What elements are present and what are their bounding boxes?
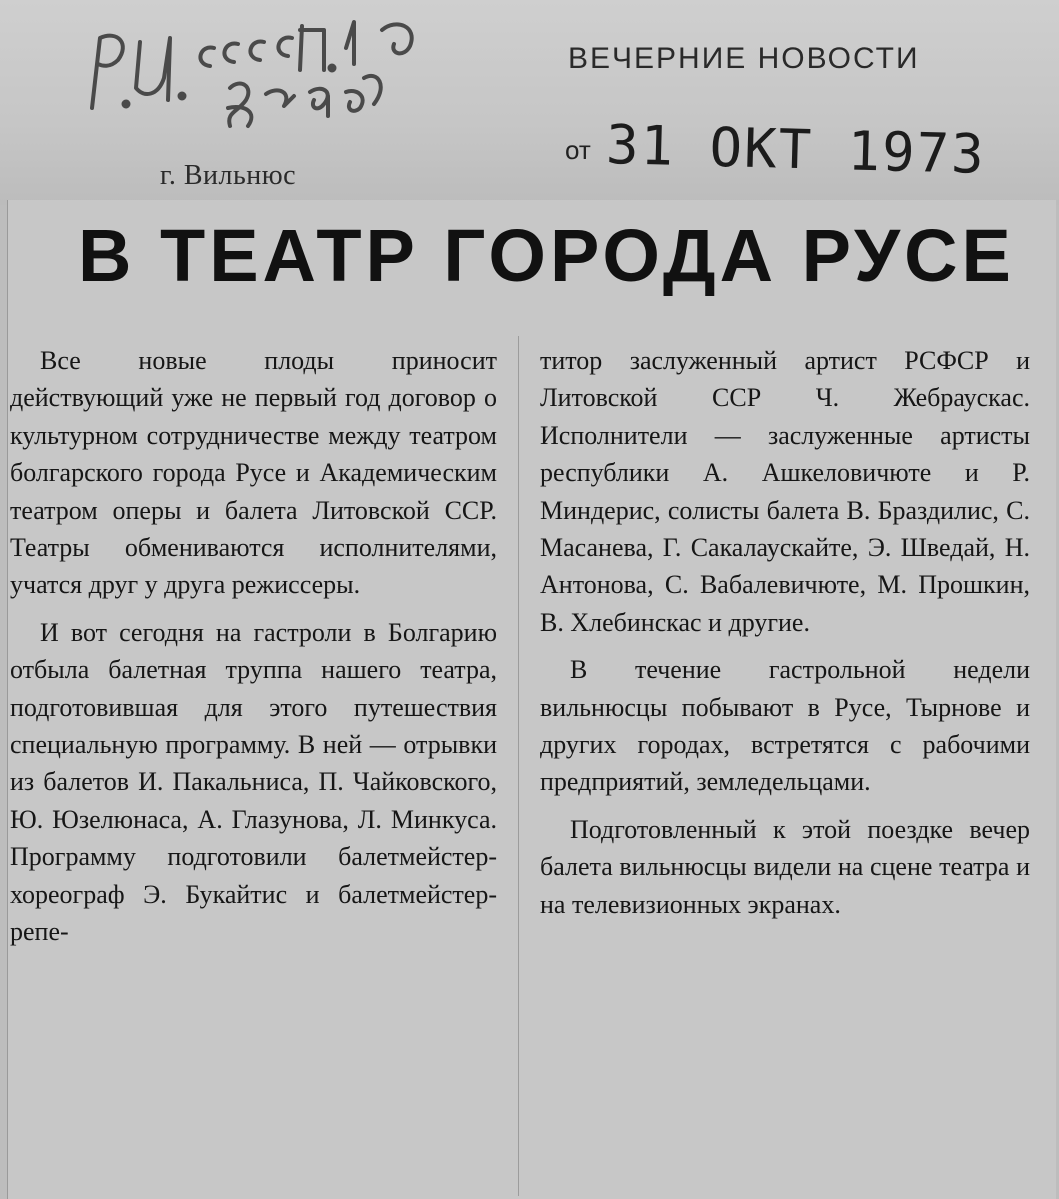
date-stamp: 31 ОКТ 1973 [605, 113, 987, 186]
city-label: г. Вильнюс [160, 160, 297, 191]
article-paragraph: Все новые плоды приносит действующий уже не первый год договор о культурном сотрудничестве между театром болгарского города Русе и Академическим театром оперы и балета Литовской ССР. Театры обмениваются исполнителями, учатся друг у друга режиссеры. [10, 346, 497, 600]
article-right-column [540, 342, 1030, 933]
article-paragraph: Подготовленный к этой поездке вечер балета вильнюсцы видели на сцене театра и на телевизионных экранах. [540, 814, 1030, 919]
newspaper-name: ВЕЧЕРНИЕ НОВОСТИ [568, 42, 920, 75]
handwritten-note-drawing [78, 8, 438, 138]
article-paragraph: И вот сегодня на гастроли в Болгарию отбыла балетная труппа нашего театра, подготовившая для этого путешествия специальную программу. В ней — отрывки из балетов И. Пакальниса, П. Чайковского, Ю. Юзелюнаса, А. Глазунова, Л. Минкуса. Программу подготовили балетмейстер-хореограф Э. Букайтис и балетмейстер-репе- [10, 617, 497, 947]
column-divider [518, 336, 519, 1196]
handwritten-note [78, 8, 438, 138]
article-paragraph: титор заслуженный артист РСФСР и Литовской ССР Ч. Жебраускас. Исполнители — заслуженные артисты республики А. Ашкеловичюте и Р. Миндерис, солисты балета В. Браздилис, С. Масанева, Г. Сакалаускайте, Э. Шведай, Н. Антонова, С. Вабалевичюте, М. Прошкин, В. Хлебинскас и другие. [540, 346, 1030, 637]
article-left-column [10, 342, 497, 961]
date-prefix: от [565, 135, 591, 165]
handwritten-note-text [166, 22, 176, 23]
article-paragraph: В течение гастрольной недели вильнюсцы побывают в Русе, Тырнове и других городах, встретятся с рабочими предприятий, земледельцами. [540, 655, 1030, 797]
article-title: В ТЕАТР ГОРОДА РУСЕ [78, 214, 1015, 297]
